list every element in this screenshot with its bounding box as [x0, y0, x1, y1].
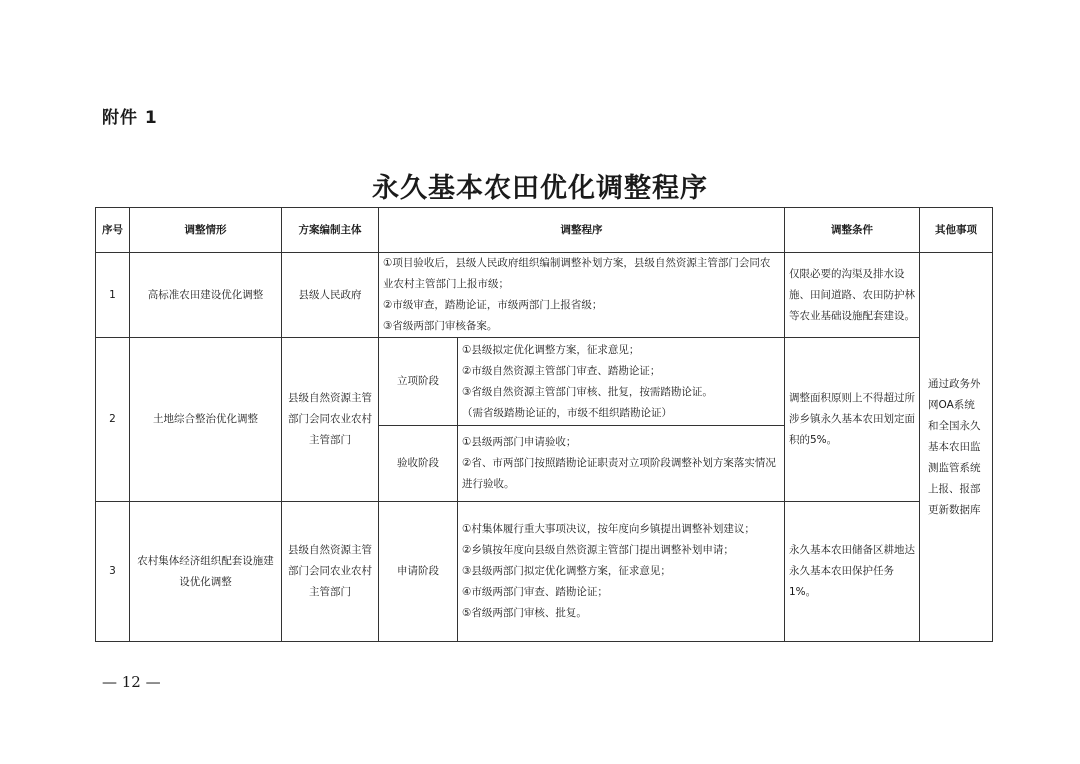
row-subject: 县级人民政府 — [282, 253, 379, 338]
row-subject: 县级自然资源主管部门会同农业农村主管部门 — [282, 502, 379, 642]
header-other: 其他事项 — [920, 208, 993, 253]
row-conditions: 调整面积原则上不得超过所涉乡镇永久基本农田划定面积的5%。 — [785, 338, 920, 502]
table-row — [96, 253, 993, 338]
phase-name: 验收阶段 — [379, 426, 458, 502]
procedure-step: ①项目验收后，县级人民政府组织编制调整补划方案，县级自然资源主管部门会同农业农村主管部门上报市级； — [383, 257, 771, 290]
header-subject: 方案编制主体 — [282, 208, 379, 253]
procedure-step: ②市级审查，踏勘论证，市级两部门上报省级； — [383, 299, 603, 311]
row-situation: 高标准农田建设优化调整 — [130, 253, 282, 338]
procedure-step: ②省、市两部门按照踏勘论证职责对立项阶段调整补划方案落实情况进行验收。 — [462, 457, 776, 490]
document-title: 永久基本农田优化调整程序 — [372, 173, 708, 204]
procedure-step: ④市级两部门审查、踏勘论证； — [462, 586, 608, 598]
row-no: 1 — [96, 253, 130, 338]
row-no: 3 — [96, 502, 130, 642]
row-conditions: 永久基本农田储备区耕地达永久基本农田保护任务1%。 — [785, 502, 920, 642]
procedure-step: ③省级自然资源主管部门审核、批复，按需踏勘论证。 — [462, 385, 713, 398]
procedure-step: ③省级两部门审核备案。 — [383, 320, 498, 332]
procedure-step: ③县级两部门拟定优化调整方案，征求意见； — [462, 565, 671, 577]
procedure-step: ⑤省级两部门审核、批复。 — [462, 607, 587, 619]
header-conditions: 调整条件 — [785, 208, 920, 253]
table-row — [96, 502, 993, 642]
header-no: 序号 — [96, 208, 130, 253]
procedure-step: （需省级踏勘论证的，市级不组织踏勘论证） — [462, 406, 672, 419]
row-no: 2 — [96, 338, 130, 502]
other-notes: 通过政务外网OA系统和全国永久基本农田监测监管系统上报、报部更新数据库 — [920, 253, 993, 642]
procedure-table — [95, 207, 993, 642]
header-situation: 调整情形 — [130, 208, 282, 253]
procedure-step: ②市级自然资源主管部门审查、踏勘论证； — [462, 364, 661, 377]
phase-steps — [458, 502, 785, 642]
row-conditions: 仅限必要的沟渠及排水设施、田间道路、农田防护林等农业基础设施配套建设。 — [785, 253, 920, 338]
header-procedure: 调整程序 — [379, 208, 785, 253]
phase-steps — [458, 426, 785, 502]
page-number: — 12 — — [102, 673, 161, 691]
row-procedure — [379, 253, 785, 338]
procedure-step: ②乡镇按年度向县级自然资源主管部门提出调整补划申请； — [462, 544, 734, 556]
table-header-row — [96, 208, 993, 253]
attachment-label: 附件 1 — [102, 108, 158, 128]
row-subject: 县级自然资源主管部门会同农业农村主管部门 — [282, 338, 379, 502]
row-situation: 农村集体经济组织配套设施建设优化调整 — [130, 502, 282, 642]
phase-steps — [458, 338, 785, 426]
procedure-step: ①县级两部门申请验收； — [462, 436, 577, 448]
procedure-step: ①村集体履行重大事项决议，按年度向乡镇提出调整补划建议； — [462, 523, 755, 535]
phase-name: 申请阶段 — [379, 502, 458, 642]
row-situation: 土地综合整治优化调整 — [130, 338, 282, 502]
table-row — [96, 338, 993, 426]
procedure-step: ①县级拟定优化调整方案，征求意见； — [462, 343, 640, 356]
phase-name: 立项阶段 — [379, 338, 458, 426]
